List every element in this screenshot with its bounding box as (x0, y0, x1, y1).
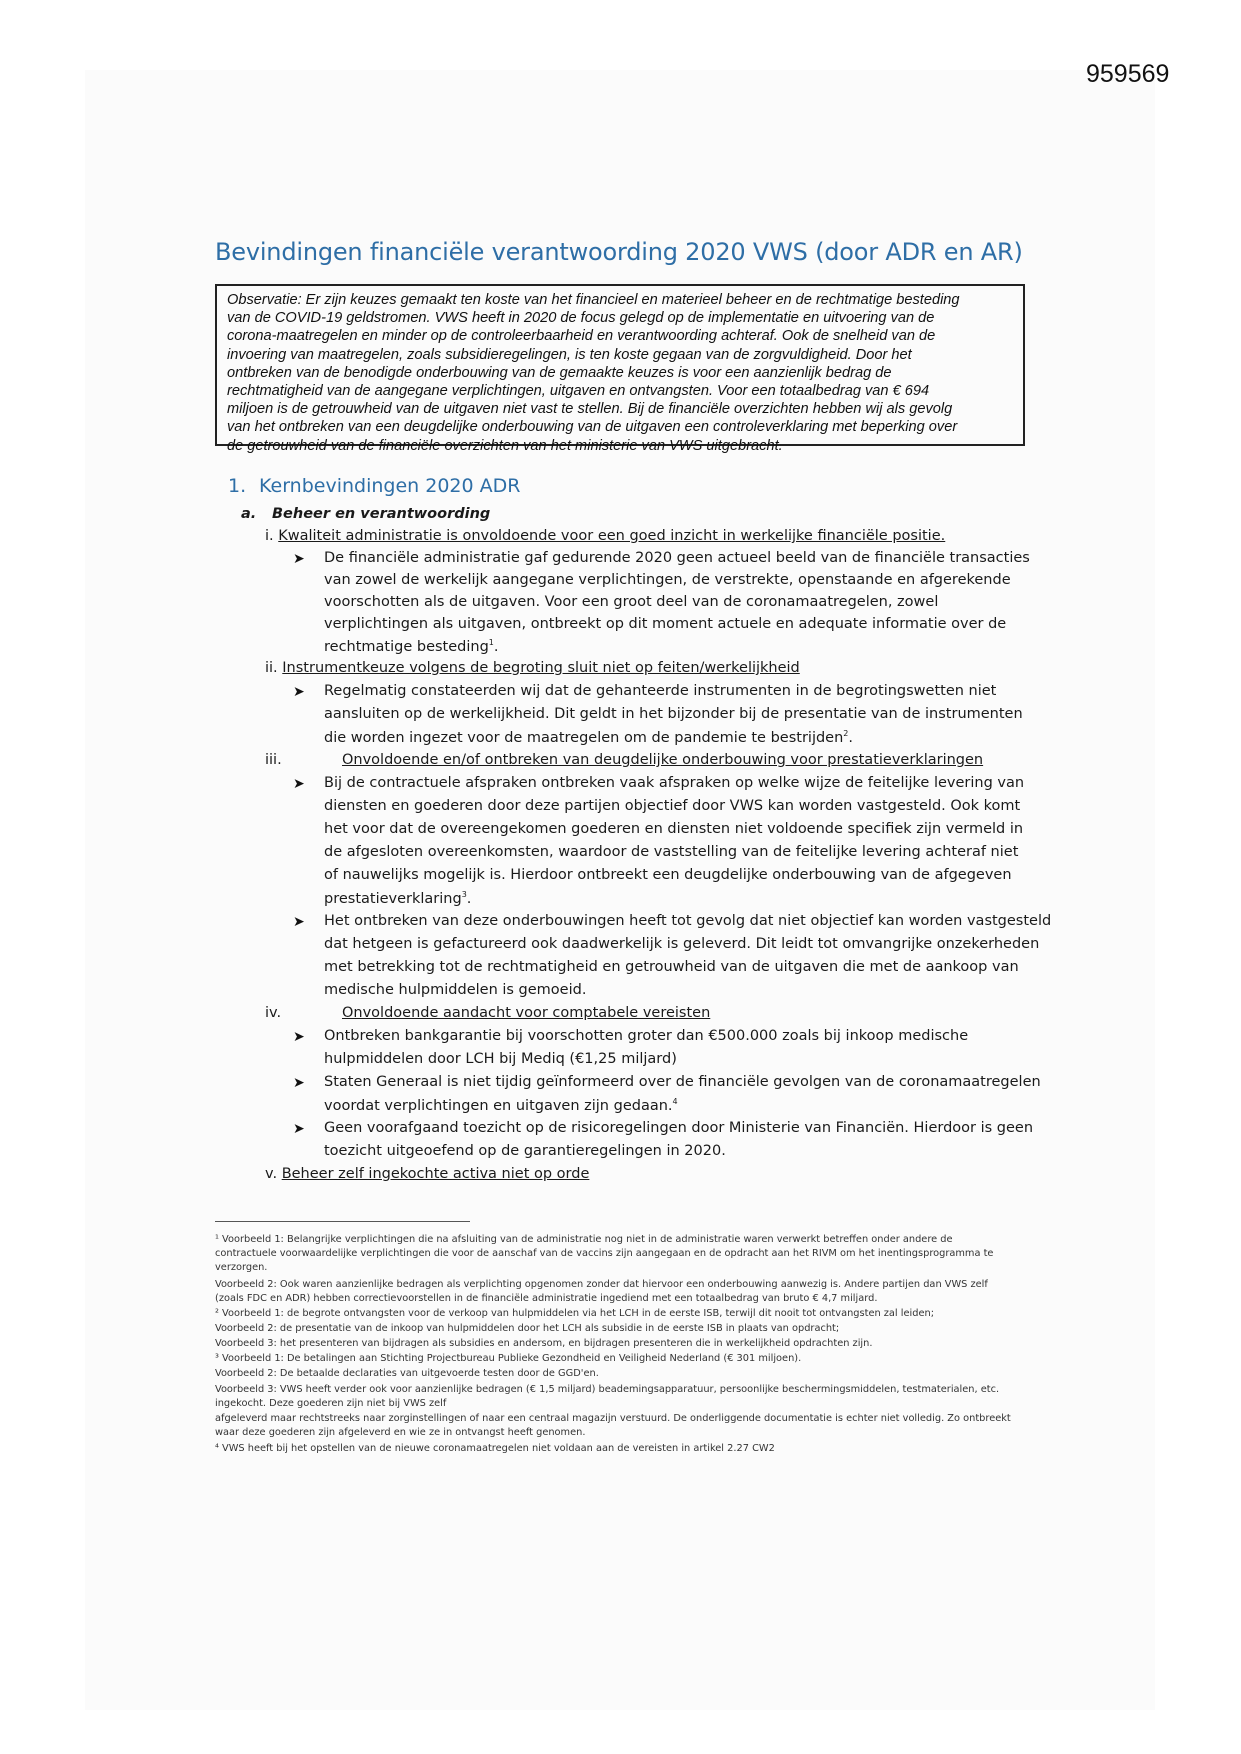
item-heading-text: Onvoldoende aandacht voor comptabele vereisten (342, 1005, 711, 1021)
bullet-line: aansluiten op de werkelijkheid. Dit geldt in het bijzonder bij de presentatie van de instrumenten (324, 706, 1023, 722)
bullet-line-text: prestatieverklaring (324, 890, 462, 907)
page-title: Bevindingen financiële verantwoording 2020 VWS (door ADR en AR) (215, 238, 1023, 266)
bullet-line: prestatieverklaring$^3$. (324, 890, 472, 907)
observation-line: invoering van maatregelen, zoals subsidieregelingen, is ten koste gegaan van de zorgvuldigheid. Door het (227, 346, 912, 363)
bullet-line: voorschotten als de uitgaven. Voor een groot deel van de coronamaatregelen, zowel (324, 594, 939, 610)
footnote-line: waar deze goederen zijn afgeleverd en wie ze in ontvangst heeft genomen. (215, 1427, 586, 1438)
item-roman: v. (265, 1166, 278, 1182)
bullet-line: het voor dat de overeengekomen goederen en diensten niet voldoende specifiek zijn vermeld in (324, 821, 1024, 837)
item-roman: iv. (265, 1005, 282, 1021)
arrow-bullet-icon: ➤ (293, 1028, 305, 1044)
bullet-line: diensten en goederen door deze partijen objectief door VWS kan worden vastgesteld. Ook komt (324, 798, 1021, 814)
item-roman: ii. (265, 660, 278, 676)
section-heading (228, 475, 520, 497)
bullet-line: of nauwelijks mogelijk is. Hierdoor ontbreekt een deugdelijke onderbouwing van de afgegeven (324, 867, 1012, 883)
footnote-line: afgeleverd maar rechtstreeks naar zorginstellingen of naar een centraal magazijn verstuurd. De onderliggende documentatie is echter niet volledig. Zo ontbreekt (215, 1413, 1011, 1424)
arrow-bullet-icon: ➤ (293, 683, 305, 699)
section-title: Kernbevindingen 2020 ADR (259, 475, 521, 497)
observation-line: van de COVID-19 geldstromen. VWS heeft in 2020 de focus gelegd op de implementatie en uitvoering van de (227, 310, 935, 327)
subsection-letter: a. (241, 506, 257, 522)
subsection-heading (241, 506, 490, 522)
item-heading-text: Instrumentkeuze volgens de begroting sluit niet op feiten/werkelijkheid (282, 660, 800, 676)
observation-line: van het ontbreken van een deugdelijke onderbouwing van de uitgaven een controleverklaring met beperking over (227, 419, 958, 436)
footnote-line: contractuele voorwaardelijke verplichtingen die voor de aanschaf van de vaccins zijn aangegaan en de opdracht aan het RIVM om het inentingsprogramma te (215, 1248, 994, 1259)
footnote-line: ⁴ VWS heeft bij het opstellen van de nieuwe coronamaatregelen niet voldaan aan de vereisten in artikel 2.27 CW2 (215, 1443, 775, 1454)
footnote-separator (215, 1221, 470, 1222)
footnote-ref: 4 (672, 1097, 678, 1106)
footnote-line: ¹ Voorbeeld 1: Belangrijke verplichtingen die na afsluiting van de administratie nog niet in de administratie waren verwerkt betreffen onder andere de (215, 1234, 953, 1245)
bullet-line: Staten Generaal is niet tijdig geïnformeerd over de financiële gevolgen van de coronamaatregelen (324, 1074, 1041, 1090)
bullet-line: De financiële administratie gaf gedurende 2020 geen actueel beeld van de financiële transacties (324, 550, 1030, 566)
footnote-line: ² Voorbeeld 1: de begrote ontvangsten voor de verkoop van hulpmiddelen via het LCH in de eerste ISB, terwijl dit nooit tot ontvangsten zal leiden; (215, 1308, 934, 1319)
bullet-line-text: rechtmatige besteding (324, 638, 489, 655)
item-heading (265, 1166, 589, 1182)
subsection-title: Beheer en verantwoording (272, 506, 491, 522)
observation-line: rechtmatigheid van de aangegane verplichtingen, uitgaven en ontvangsten. Voor een totaalbedrag van € 694 (227, 383, 930, 400)
arrow-bullet-icon: ➤ (293, 775, 305, 791)
bullet-line: verplichtingen als uitgaven, ontbreekt op dit moment actuele en adequate informatie over de (324, 616, 1007, 632)
arrow-bullet-icon: ➤ (293, 550, 305, 566)
footnote-ref: 1 (488, 638, 494, 647)
bullet-line: die worden ingezet voor de maatregelen om de pandemie te bestrijden$^2$. (324, 729, 853, 746)
item-heading (265, 528, 945, 544)
observation-line: miljoen is de getrouwheid van de uitgaven niet vast te stellen. Bij de financiële overzichten hebben wij als gevolg (227, 401, 953, 418)
bullet-line: rechtmatige besteding$^1$. (324, 638, 499, 655)
observation-line: Observatie: Er zijn keuzes gemaakt ten koste van het financieel en materieel beheer en de rechtmatige besteding (227, 292, 960, 308)
footnote-line: Voorbeeld 2: Ook waren aanzienlijke bedragen als verplichting opgenomen zonder dat hiervoor een onderbouwing aanwezig is. Andere partijen dan VWS zelf (215, 1279, 988, 1290)
bullet-line: met betrekking tot de rechtmatigheid en getrouwheid van de uitgaven die met de aankoop van (324, 959, 1019, 975)
item-heading-text: Kwaliteit administratie is onvoldoende voor een goed inzicht in werkelijke financiële positie. (278, 528, 946, 544)
observation-line: ontbreken van de benodigde onderbouwing van de gemaakte keuzes is voor een aanzienlijk bedrag de (227, 364, 892, 381)
bullet-line: van zowel de werkelijk aangegane verplichtingen, de verstrekte, openstaande en afgerekende (324, 572, 1011, 588)
arrow-bullet-icon: ➤ (293, 1074, 305, 1090)
item-roman: i. (265, 528, 274, 544)
bullet-line-text: voordat verplichtingen en uitgaven zijn gedaan. (324, 1097, 673, 1114)
footnote-line: ³ Voorbeeld 1: De betalingen aan Stichting Projectbureau Publieke Gezondheid en Veiligheid Nederland (€ 301 miljoen). (215, 1353, 802, 1364)
footnote-ref: 3 (461, 890, 467, 899)
arrow-bullet-icon: ➤ (293, 913, 305, 929)
footnote-line: Voorbeeld 3: VWS heeft verder ook voor aanzienlijke bedragen (€ 1,5 miljard) beademingsapparatuur, persoonlijke beschermingsmiddelen, testmaterialen, etc. (215, 1384, 1000, 1395)
footnote-line: (zoals FDC en ADR) hebben correctievoorstellen in de financiële administratie ingediend met een totaalbedrag van bruto € 4,7 miljard. (215, 1293, 878, 1304)
bullet-line: dat hetgeen is gefactureerd ook daadwerkelijk is geleverd. Dit leidt tot omvangrijke onzekerheden (324, 936, 1040, 952)
bullet-line (324, 1097, 678, 1114)
observation-box (215, 284, 1025, 454)
observation-line: corona-maatregelen en minder op de controleerbaarheid en verantwoording achteraf. Ook de snelheid van de (227, 328, 936, 345)
footnote-ref: 2 (843, 729, 849, 738)
section-number: 1. (228, 475, 247, 497)
item-roman: iii. (265, 752, 282, 768)
footnote-line: ingekocht. Deze goederen zijn niet bij VWS zelf (215, 1398, 447, 1409)
bullet-line: toezicht uitgeoefend op de garantieregelingen in 2020. (324, 1143, 726, 1159)
footnote-line: Voorbeeld 2: de presentatie van de inkoop van hulpmiddelen door het LCH als subsidie in de eerste ISB in plaats van opdracht; (215, 1323, 840, 1334)
footnote-line: Voorbeeld 2: De betaalde declaraties van uitgevoerde testen door de GGD'en. (215, 1368, 599, 1379)
arrow-bullet-icon: ➤ (293, 1120, 305, 1136)
observation-line: de getrouwheid van de financiële overzichten van het ministerie van VWS uitgebracht. (227, 437, 783, 454)
bullet-line: Ontbreken bankgarantie bij voorschotten groter dan €500.000 zoals bij inkoop medische (324, 1028, 969, 1044)
footnote-line: verzorgen. (215, 1262, 268, 1273)
item-heading (265, 660, 800, 676)
bullet-line: Geen voorafgaand toezicht op de risicoregelingen door Ministerie van Financiën. Hierdoor is geen (324, 1120, 1034, 1136)
bullet-line: de afgesloten overeenkomsten, waardoor de vaststelling van de feitelijke levering achteraf niet (324, 844, 1019, 860)
item-heading-text: Beheer zelf ingekochte activa niet op orde (281, 1166, 590, 1182)
document-number: 959569 (1086, 60, 1170, 88)
bullet-line: hulpmiddelen door LCH bij Mediq (€1,25 miljard) (324, 1051, 677, 1067)
bullet-line-text: die worden ingezet voor de maatregelen om de pandemie te bestrijden (324, 729, 844, 746)
footnote-line: Voorbeeld 3: het presenteren van bijdragen als subsidies en andersom, en bijdragen presenteren die in werkelijkheid opdrachten zijn. (215, 1338, 873, 1349)
bullet-line: Bij de contractuele afspraken ontbreken vaak afspraken op welke wijze de feitelijke levering van (324, 775, 1025, 791)
bullet-line: Regelmatig constateerden wij dat de gehanteerde instrumenten in de begrotingswetten niet (324, 683, 997, 699)
bullet-line: medische hulpmiddelen is gemoeid. (324, 982, 587, 998)
item-heading-text: Onvoldoende en/of ontbreken van deugdelijke onderbouwing voor prestatieverklaringen (342, 752, 984, 768)
bullet-line: Het ontbreken van deze onderbouwingen heeft tot gevolg dat niet objectief kan worden vastgesteld (324, 913, 1052, 929)
